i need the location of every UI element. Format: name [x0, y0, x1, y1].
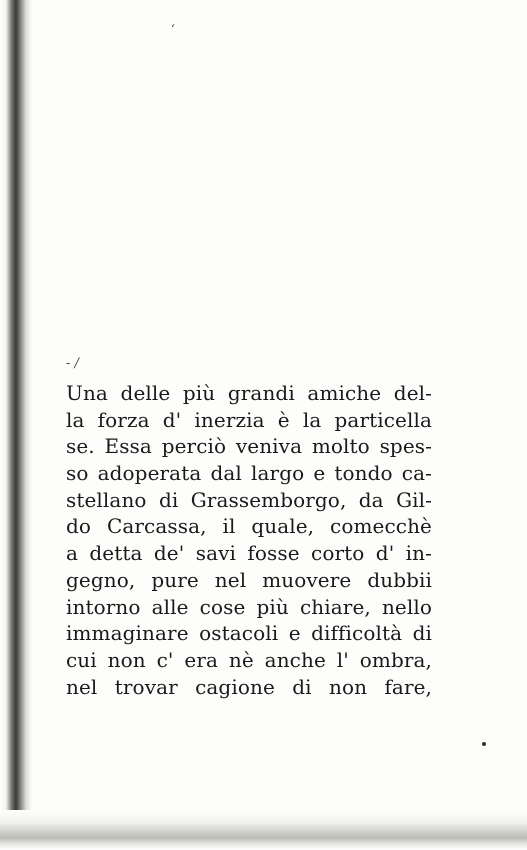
text-line: so adoperata dal largo e tondo ca-: [66, 461, 432, 486]
text-line: a detta de' savi fosse corto d' in-: [66, 541, 432, 566]
text-line: immaginare ostacoli e difficoltà di: [66, 621, 432, 646]
text-line: se. Essa perciò veniva molto spes-: [66, 434, 432, 459]
text-line: la forza d' inerzia è la particella: [66, 407, 432, 432]
text-line: cui non c' era nè anche l' ombra,: [66, 647, 432, 672]
page-binding-edge: [0, 0, 32, 850]
ink-mark-top: ʻ: [171, 22, 175, 36]
text-line: nel trovar cagione di non fare,: [66, 674, 432, 699]
text-line: do Carcassa, il quale, comecchè: [66, 514, 432, 539]
text-line: intorno alle cose più chiare, nello: [66, 594, 432, 619]
ink-mark-margin: - /: [66, 356, 79, 371]
text-line: gegno, pure nel muovere dubbii: [66, 567, 432, 592]
ink-dot: [482, 742, 486, 746]
text-line: Una delle più grandi amiche del-: [66, 381, 432, 405]
page-bottom-edge: [0, 810, 527, 850]
body-paragraph: [66, 380, 432, 700]
text-line: stellano di Grassemborgo, da Gil-: [66, 487, 432, 512]
